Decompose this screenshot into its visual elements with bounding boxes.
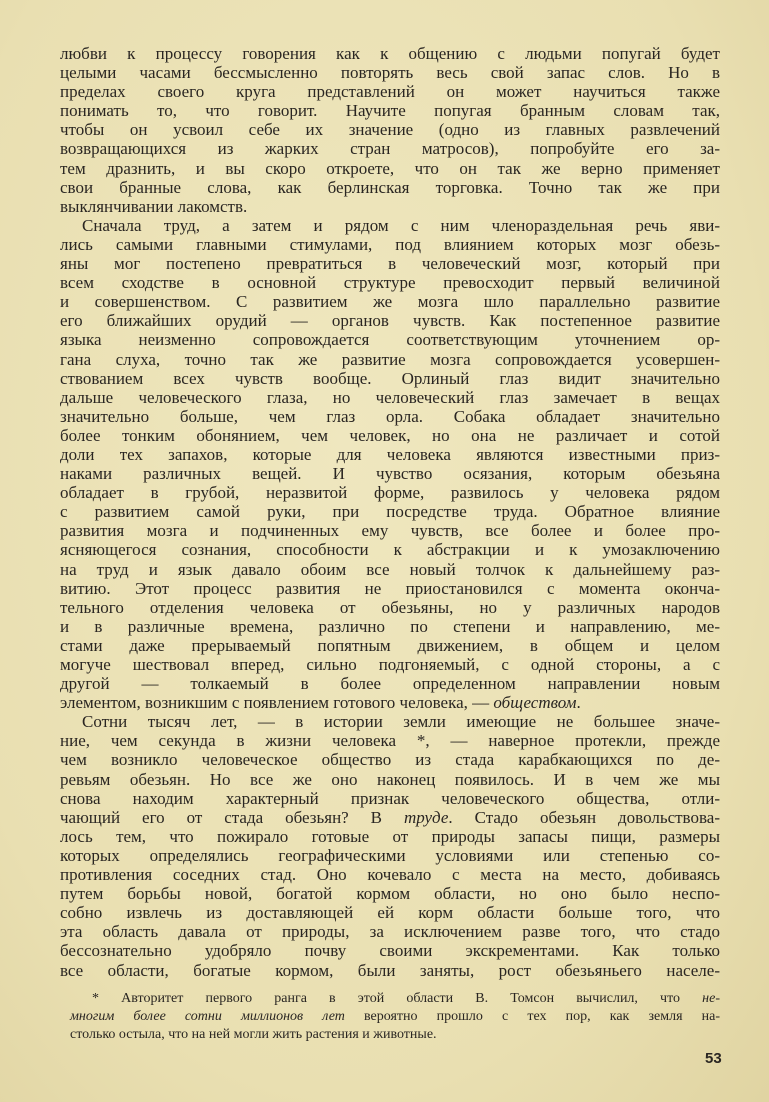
text-line: лось тем, что пожирало готовые от природы запасы пищи, размеры <box>60 826 720 846</box>
text-line <box>60 808 720 827</box>
text-line: снова находим характерный признак человеческого общества, отли- <box>60 788 720 808</box>
text-line: дальше человеческого глаза, но человеческий глаз замечает в вещах <box>60 387 720 407</box>
text-line: на труд и язык давало обоим все новый толчок к дальнейшему раз- <box>60 559 720 579</box>
text-segment: . Стадо обезьян довольствова- <box>448 807 720 827</box>
text-line: ясняющегося сознания, способности к абстракции и к умозаключению <box>60 540 720 560</box>
main-text <box>60 44 720 980</box>
text-line: целыми часами бессмысленно повторять весь свой запас слов. Но в <box>60 63 720 83</box>
text-segment: . <box>576 693 581 713</box>
text-line <box>60 693 720 712</box>
text-line: собно извлечь из доставляющей ей корм области больше того, что <box>60 903 720 923</box>
text-line: понимать то, что говорит. Научите попугая бранным словам так, <box>60 101 720 121</box>
text-line: стами даже прерываемый попятным движением, в общем и целом <box>60 635 720 655</box>
text-line: все области, богатые кормом, были заняты, рост обезьяньего населе- <box>60 960 720 980</box>
text-line: обладает в грубой, неразвитой форме, развилось у человека рядом <box>60 483 720 503</box>
footnote <box>70 990 720 1044</box>
text-line: доли тех запахов, которые для человека являются известными приз- <box>60 444 720 464</box>
text-line: более тонким обонянием, чем человек, но она не различает и сотой <box>60 425 720 445</box>
text-line: свои бранные слова, как берлинская торговка. Точно так же при <box>60 177 720 197</box>
text-line: его ближайших орудий — органов чувств. Как постепенное развитие <box>60 311 720 331</box>
text-line: чтобы он усвоил себе их значение (одно из главных развлечений <box>60 120 720 140</box>
text-line: языка неизменно сопровождается соответствующим уточнением ор- <box>60 330 720 350</box>
text-line: тем дразнить, и вы скоро откроете, что он так же верно применяет <box>60 158 720 178</box>
text-segment: элементом, возникшим с появлением готового человека, — <box>60 693 494 713</box>
page-number: 53 <box>705 1050 722 1067</box>
text-line: возвращающихся из жарких стран матросов), попробуйте его за- <box>60 139 720 159</box>
text-line: и в различные времена, различно по степени и направлению, ме- <box>60 616 720 636</box>
text-line: ние, чем секунда в жизни человека *, — наверное протекли, прежде <box>60 731 720 751</box>
text-line: Сначала труд, а затем и рядом с ним членораздельная речь яви- <box>82 215 720 235</box>
text-segment: * Авторитет первого ранга в этой области В. Томсон вычислил, что <box>92 991 703 1006</box>
text-line: наками различных вещей. И чувство осязания, которым обезьяна <box>60 464 720 484</box>
text-line: бессознательно удобряло почву своими экскрементами. Как только <box>60 941 720 961</box>
text-line: другой — толкаемый в более определенном направлении новым <box>60 674 720 694</box>
text-line: любви к процессу говорения как к общению с людьми попугай будет <box>60 44 720 63</box>
text-line: Сотни тысяч лет, — в истории земли имеющие не большее значе- <box>82 712 720 732</box>
text-line: тельного отделения человека от обезьяны, но у различных народов <box>60 597 720 617</box>
text-line: с развитием самой руки, при посредстве труда. Обратное влияние <box>60 502 720 522</box>
text-line: эта область давала от природы, за исключением разве того, что стадо <box>60 922 720 942</box>
text-line: противления соседних стад. Оно кочевало с места на место, добиваясь <box>60 865 720 885</box>
text-line: лись самыми главными стимулами, под влиянием которых мозг обезь- <box>60 234 720 254</box>
text-line: столько остыла, что на ней могли жить растения и животные. <box>70 1027 437 1042</box>
italic-text: многим более сотни миллионов лет <box>70 1009 345 1024</box>
text-line: всем сходстве в основной структуре превосходит первый величиной <box>60 273 720 293</box>
text-line: развития мозга и подчиненных ему чувств, все более и более про- <box>60 521 720 541</box>
italic-text: обществом <box>493 693 577 713</box>
text-line: ствованием всех чувств вообще. Орлиный глаз видит значительно <box>60 368 720 388</box>
text-line: значительно больше, чем глаз орла. Собака обладает значительно <box>60 406 720 426</box>
text-line: выклянчивании лакомств. <box>60 196 248 216</box>
text-line: ревьям обезьян. Но все же оно наконец появилось. И в чем же мы <box>60 769 720 789</box>
text-line: гана слуха, точно так же развитие мозга сопровождается усовершен- <box>60 349 720 369</box>
text-line <box>70 990 720 1008</box>
text-line <box>70 1008 720 1026</box>
text-line: могуче шествовал вперед, сильно подгоняемый, с одной стороны, а с <box>60 655 720 674</box>
text-line: чем возникло человеческое общество из стада карабкающихся по де- <box>60 750 720 770</box>
text-line: яны мог постепено превратиться в человеческий мозг, который при <box>60 254 720 274</box>
text-line: витию. Этот процесс развития не приостановился с момента оконча- <box>60 578 720 598</box>
text-line: путем борьбы новой, богатой кормом области, но оно было неспо- <box>60 884 720 904</box>
text-line: пределах своего круга представлений он может научиться также <box>60 82 720 102</box>
text-line: которых определялись географическими условиями или степенью со- <box>60 845 720 865</box>
italic-text: не- <box>702 991 720 1006</box>
italic-text: труде <box>403 807 449 827</box>
text-segment: вероятно прошло с тех пор, как земля на- <box>344 1009 720 1024</box>
text-line: и совершенством. С развитием же мозга шло параллельно развитие <box>60 292 720 312</box>
text-segment: чающий его от стада обезьян? В <box>60 807 404 827</box>
